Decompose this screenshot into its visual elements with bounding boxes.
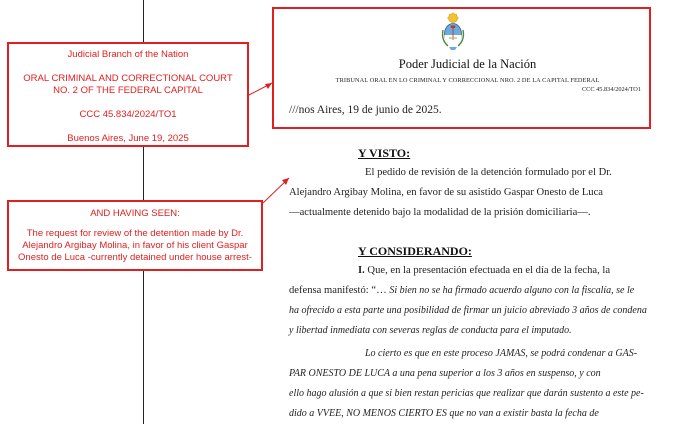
callout-date: Buenos Aires, June 19, 2025 bbox=[67, 133, 189, 144]
visto-line-3: —actualmente detenido bajo la modalidad de la prisión domiciliaria—. bbox=[289, 207, 591, 218]
callout-visto-line2: Alejandro Argibay Molina, in favor of his client Gaspar bbox=[22, 240, 248, 251]
considerando-p1-line3: ha ofrecido a esta parte una posibilidad de firmar un juicio abreviado 3 años de condena bbox=[289, 305, 647, 316]
considerando-p1-line2-italic: Si bien no se ha firmado acuerdo alguno con la fiscalía, se le bbox=[389, 285, 635, 296]
considerando-p2-line2: PAR ONESTO DE LUCA a una pena superior a los 3 años en suspenso, y con bbox=[289, 368, 601, 379]
considerando-p1-line1 bbox=[358, 265, 610, 276]
callout-tribunal-line2: NO. 2 OF THE FEDERAL CAPITAL bbox=[53, 85, 203, 96]
considerando-p1-line1-text: Que, en la presentación efectuada en el día de la fecha, la bbox=[364, 265, 611, 276]
visto-translation-callout bbox=[7, 200, 263, 271]
callout-court-name: Judicial Branch of the Nation bbox=[67, 49, 189, 60]
considerando-p1-number: I. bbox=[358, 265, 365, 276]
considerando-heading: Y CONSIDERANDO: bbox=[358, 244, 472, 258]
callout-tribunal-line1: ORAL CRIMINAL AND CORRECTIONAL COURT bbox=[23, 73, 233, 84]
header-translation-callout bbox=[7, 42, 249, 147]
visto-line-2: Alejandro Argibay Molina, en favor de su asistido Gaspar Onesto de Luca bbox=[289, 187, 604, 198]
considerando-p1-line4: y libertad inmediata con severas reglas de conducta para el imputado. bbox=[289, 325, 572, 336]
court-title: Poder Judicial de la Nación bbox=[398, 57, 537, 71]
tribunal-name: TRIBUNAL ORAL EN LO CRIMINAL Y CORRECCIONAL NRO. 2 DE LA CAPITAL FEDERAL bbox=[335, 77, 600, 84]
considerando-p2-line1: Lo cierto es que en este proceso JAMAS, se podrá condenar a GAS- bbox=[365, 348, 638, 359]
argentine-coat-of-arms-icon bbox=[440, 12, 466, 52]
case-reference: CCC 45.834/2024/TO1 bbox=[581, 86, 641, 93]
considerando-p1-line2-plain: defensa manifestó: “… bbox=[289, 285, 390, 296]
considerando-p2-line4: dido a VVEE, NO MENOS CIERTO ES que no van a existir basta la fecha de bbox=[289, 408, 599, 419]
callout-visto-line1: The request for review of the detention made by Dr. bbox=[26, 228, 244, 239]
considerando-p1-line2 bbox=[289, 285, 634, 296]
considerando-p2-line3: ello hago alusión a que si bien restan pericias que realizar que darán sustento a este pe- bbox=[289, 388, 644, 399]
visto-line-1: El pedido de revisión de la detención formulado por el Dr. bbox=[365, 167, 612, 178]
callout-visto-heading: AND HAVING SEEN: bbox=[90, 208, 180, 219]
callout-case-number: CCC 45.834/2024/TO1 bbox=[79, 109, 177, 120]
visto-heading: Y VISTO: bbox=[358, 146, 411, 160]
callout-visto-line3: Onesto de Luca -currently detained under house arrest- bbox=[18, 252, 252, 263]
date-line: ///nos Aires, 19 de junio de 2025. bbox=[289, 104, 442, 116]
